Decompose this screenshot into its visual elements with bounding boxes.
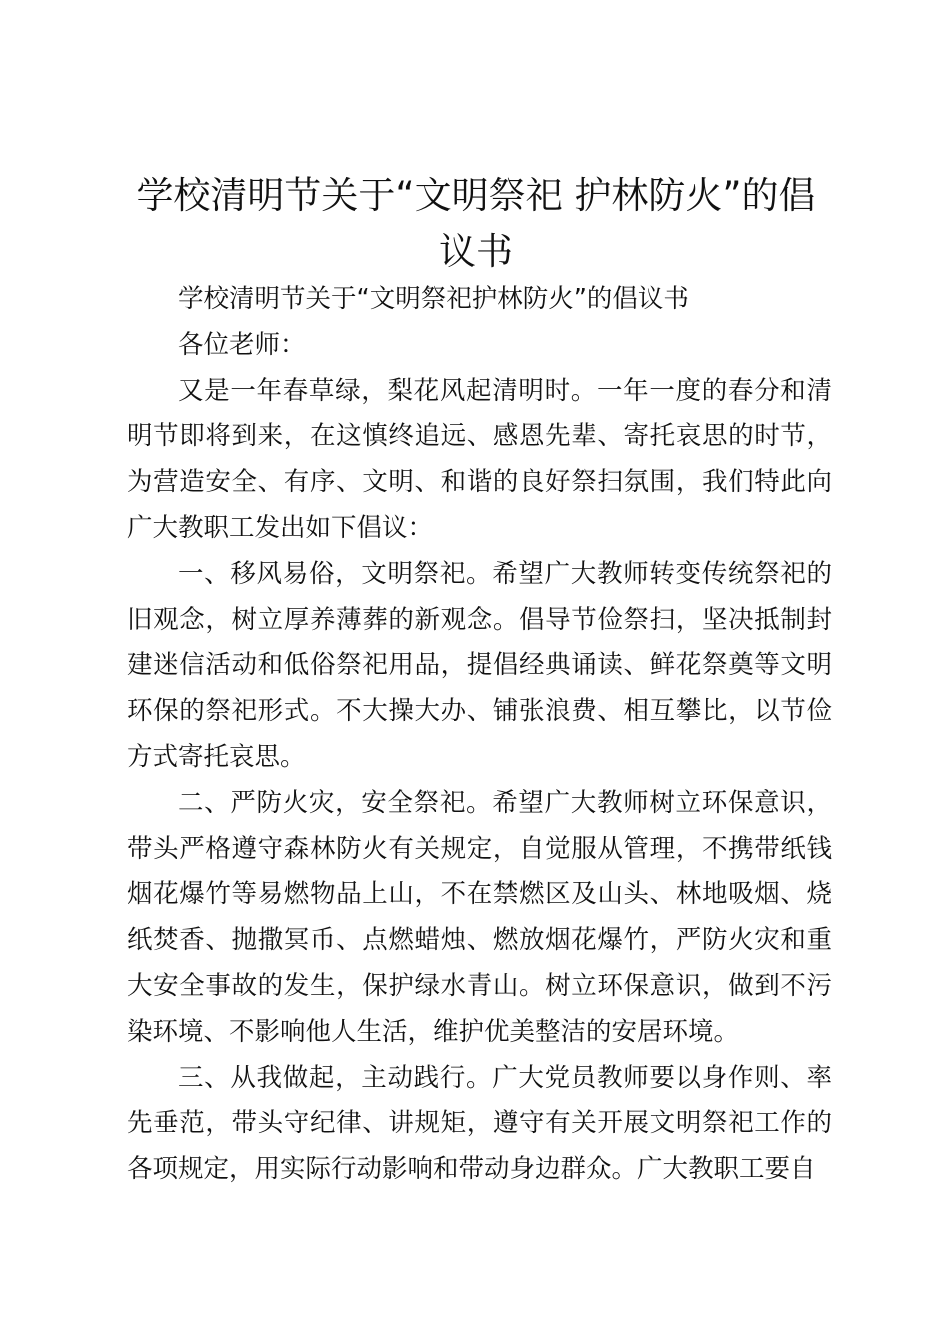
- salutation: 各位老师：: [178, 329, 306, 360]
- paragraph-point-2: 二、严防火灾，安全祭祀。希望广大教师树立环保意识，带头严格遵守森林防火有关规定，自觉服从管理，不携带纸钱烟花爆竹等易燃物品上山，不在禁燃区及山头、林地吸烟、烧纸焚香、抛撒冥币、点燃蜡烛、燃放烟花爆竹，严防火灾和重大安全事故的发生，保护绿水青山。树立环保意识，做到不污染环境、不影响他人生活，维护优美整洁的安居环境。: [127, 787, 832, 1047]
- document-subtitle: 学校清明节关于“文明祭祀护林防火”的倡议书: [178, 284, 689, 314]
- paragraph-point-3: 三、从我做起，主动践行。广大党员教师要以身作则、率先垂范，带头守纪律、讲规矩，遵守有关开展文明祭祀工作的各项规定，用实际行动影响和带动身边群众。广大教职工要自: [127, 1062, 832, 1185]
- paragraph-intro: 又是一年春草绿，梨花风起清明时。一年一度的春分和清明节即将到来，在这慎终追远、感恩先辈、寄托哀思的时节，为营造安全、有序、文明、和谐的良好祭扫氛围，我们特此向广大教职工发出如下倡议：: [127, 375, 832, 543]
- document-title: 学校清明节关于“文明祭祀 护林防火”的倡议书: [136, 174, 816, 273]
- paragraph-point-1: 一、移风易俗，文明祭祀。希望广大教师转变传统祭祀的旧观念，树立厚养薄葬的新观念。倡导节俭祭扫，坚决抵制封建迷信活动和低俗祭祀用品，提倡经典诵读、鲜花祭奠等文明环保的祭祀形式。不大操大办、铺张浪费、相互攀比，以节俭方式寄托哀思。: [127, 558, 832, 772]
- document-body: [127, 277, 832, 1193]
